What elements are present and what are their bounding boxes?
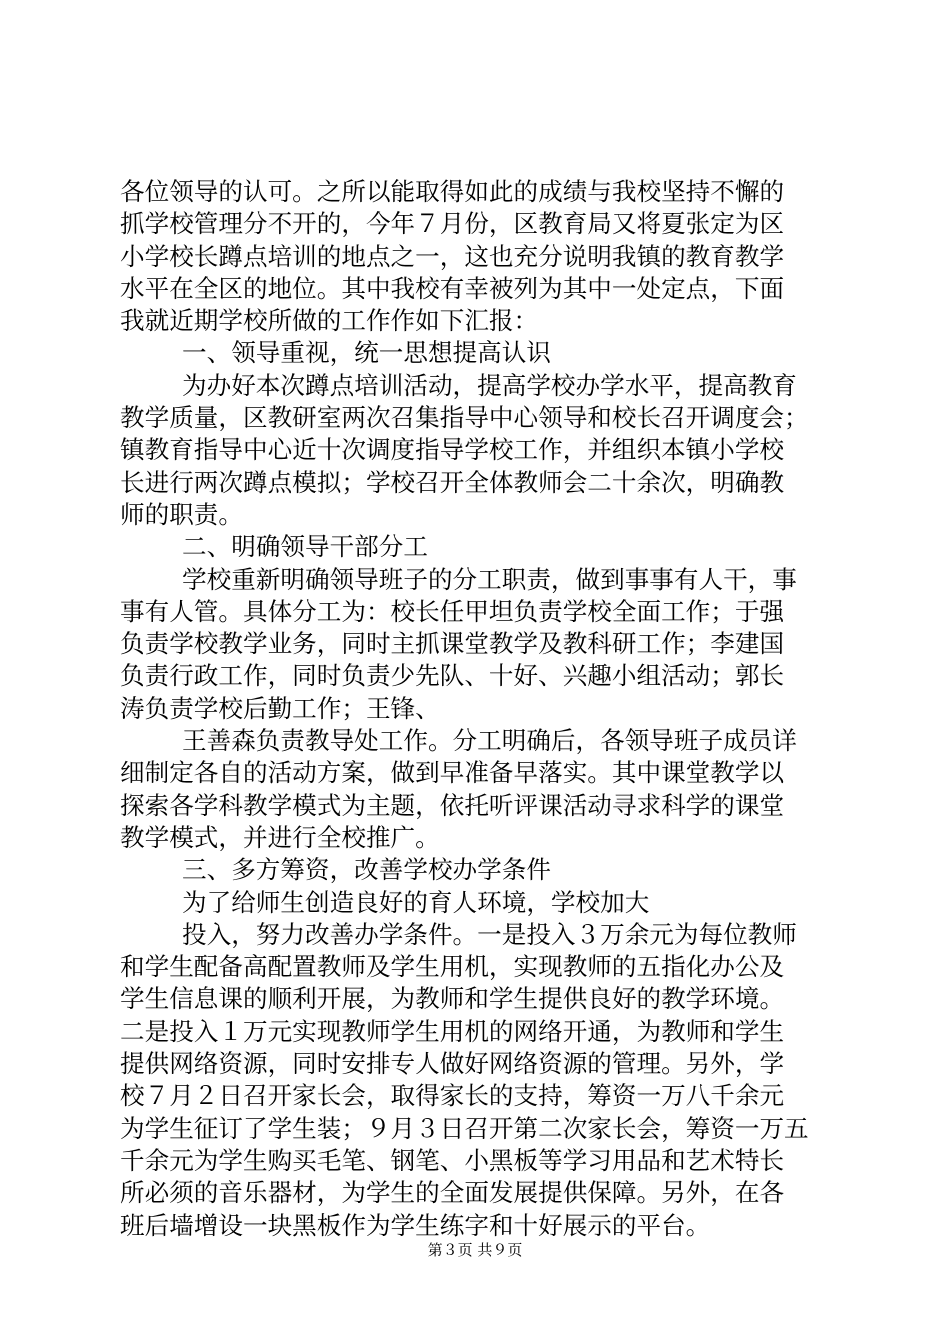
text-line: 为学生征订了学生装；９月３日召开第二次家长会，筹资一万五 [120, 1113, 809, 1143]
text-line: 投入，努力改善办学条件。一是投入３万余元为每位教师 [182, 919, 797, 949]
text-line: 长进行两次蹲点模拟；学校召开全体教师会二十余次，明确教 [120, 467, 785, 497]
text-line: 细制定各自的活动方案，做到早准备早落实。其中课堂教学以 [120, 758, 785, 788]
text-line: 二是投入１万元实现教师学生用机的网络开通，为教师和学生 [120, 1016, 785, 1046]
text-line: 小学校长蹲点培训的地点之一，这也充分说明我镇的教育教学 [120, 241, 785, 271]
text-line: 所必须的音乐器材，为学生的全面发展提供保障。另外，在各 [120, 1178, 785, 1208]
text-line: 王善森负责教导处工作。分工明确后，各领导班子成员详 [182, 726, 797, 756]
text-line: 学校重新明确领导班子的分工职责，做到事事有人干，事 [182, 564, 797, 594]
text-line: 事有人管。具体分工为：校长任甲坦负责学校全面工作；于强 [120, 596, 785, 626]
text-line: 教学质量，区教研室两次召集指导中心领导和校长召开调度会； [120, 403, 809, 433]
text-line: 一、领导重视，统一思想提高认识 [182, 338, 551, 368]
text-line: 为了给师生创造良好的育人环境，学校加大 [182, 887, 650, 917]
text-line: 班后墙增设一块黑板作为学生练字和十好展示的平台。 [120, 1210, 711, 1240]
text-line: 校７月２日召开家长会，取得家长的支持，筹资一万八千余元 [120, 1081, 785, 1111]
text-line: 负责学校教学业务，同时主抓课堂教学及教科研工作；李建国 [120, 629, 785, 659]
text-line: 水平在全区的地位。其中我校有幸被列为其中一处定点，下面 [120, 273, 785, 303]
document-body [120, 176, 840, 1242]
text-line: 负责行政工作，同时负责少先队、十好、兴趣小组活动；郭长 [120, 661, 785, 691]
text-line: 二、明确领导干部分工 [182, 532, 428, 562]
page-footer: 第３页 共９页 [427, 1241, 523, 1259]
text-line: 提供网络资源，同时安排专人做好网络资源的管理。另外，学 [120, 1049, 785, 1079]
text-line: 我就近期学校所做的工作作如下汇报： [120, 306, 539, 336]
text-line: 师的职责。 [120, 499, 243, 529]
text-line: 三、多方筹资，改善学校办学条件 [182, 855, 551, 885]
text-line: 学生信息课的顺利开展，为教师和学生提供良好的教学环境。 [120, 984, 785, 1014]
text-line: 抓学校管理分不开的，今年７月份，区教育局又将夏张定为区 [120, 209, 785, 239]
text-line: 涛负责学校后勤工作；王锋、 [120, 693, 440, 723]
text-line: 各位领导的认可。之所以能取得如此的成绩与我校坚持不懈的 [120, 177, 785, 206]
text-line: 镇教育指导中心近十次调度指导学校工作，并组织本镇小学校 [120, 435, 785, 465]
text-line: 千余元为学生购买毛笔、钢笔、小黑板等学习用品和艺术特长 [120, 1145, 785, 1175]
text-line: 和学生配备高配置教师及学生用机，实现教师的五指化办公及 [120, 952, 785, 982]
text-line: 教学模式，并进行全校推广。 [120, 822, 440, 852]
text-line: 为办好本次蹲点培训活动，提高学校办学水平，提高教育 [182, 370, 797, 400]
text-line: 探索各学科教学模式为主题，依托听评课活动寻求科学的课堂 [120, 790, 785, 820]
